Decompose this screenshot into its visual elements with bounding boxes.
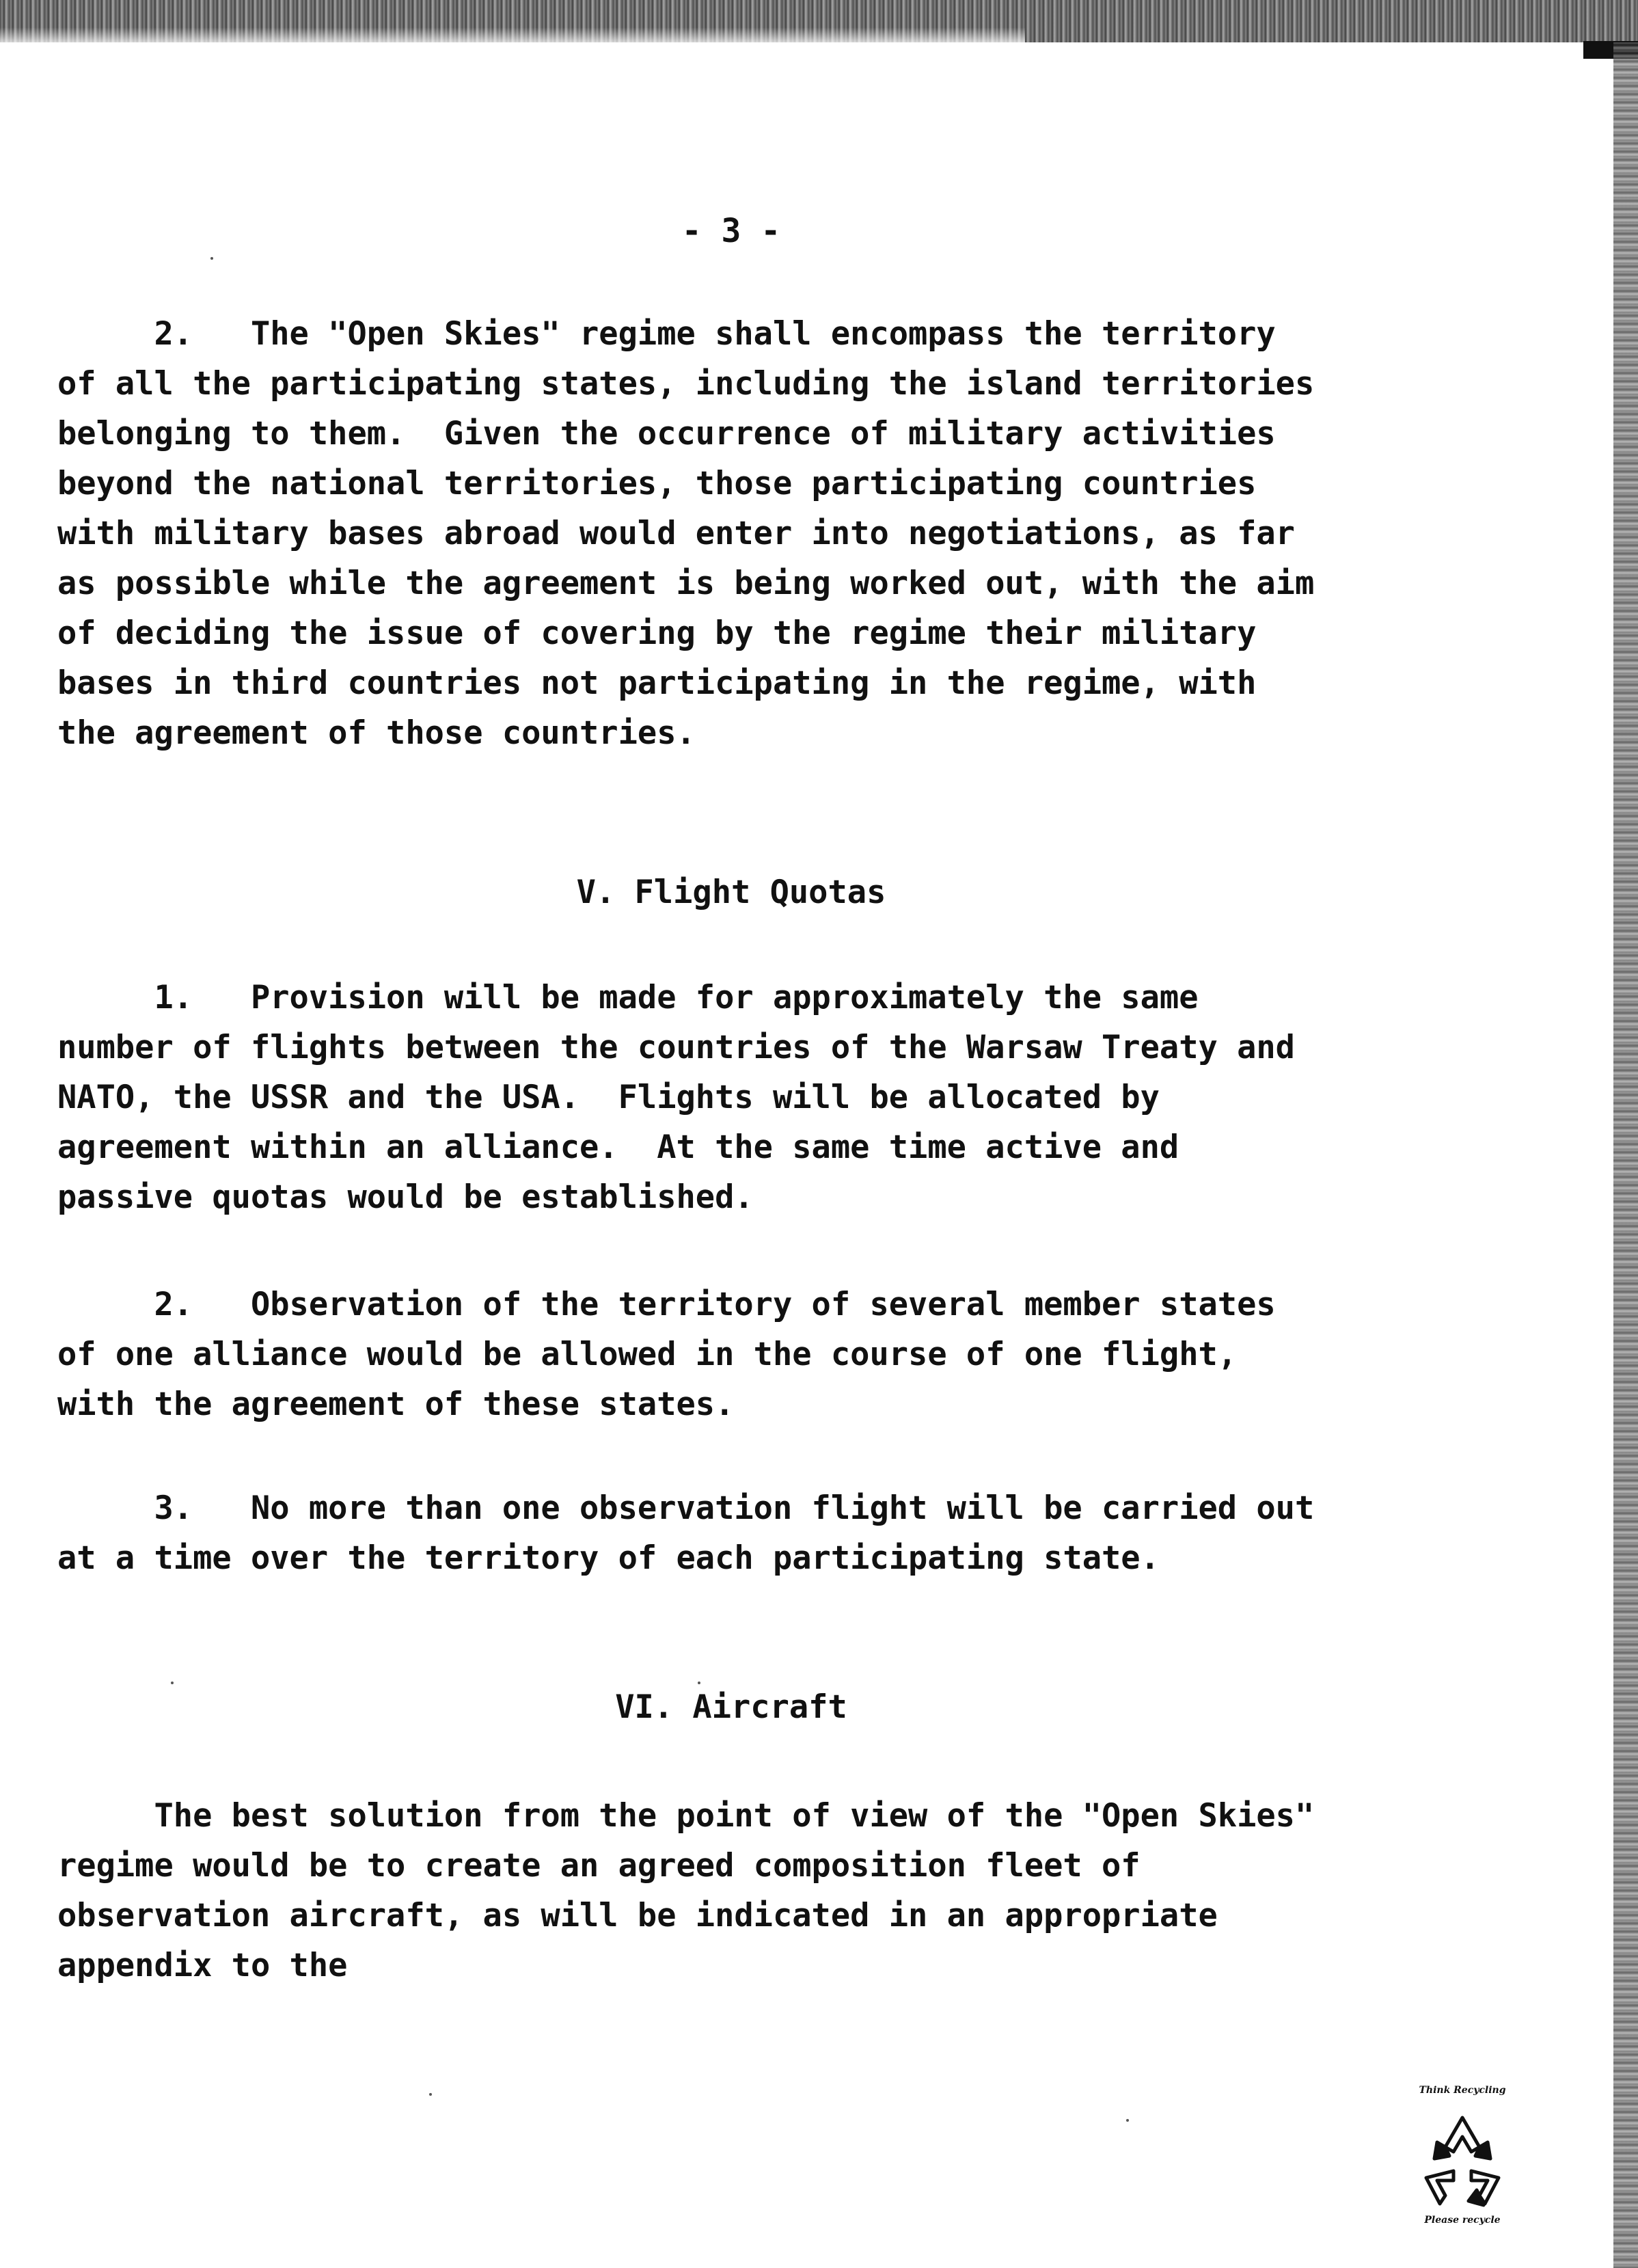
paragraph-flight-quotas-3: 3. No more than one observation flight will be carried out at a time over the territory of each participating state. (57, 1489, 1315, 1577)
section-heading-aircraft: VI. Aircraft (615, 1688, 847, 1726)
scan-speck (698, 1682, 700, 1684)
recycle-logo-bottom-text: Please recycle (1424, 2215, 1501, 2226)
page-number: - 3 - (681, 212, 781, 250)
scan-speck (1126, 2119, 1129, 2122)
recycle-logo (1394, 2085, 1531, 2242)
scan-speck (171, 1682, 174, 1684)
paragraph-flight-quotas-1: 1. Provision will be made for approximately the same number of flights between the countries of the Warsaw Treaty and NATO, the USSR and the USA. Flights will be allocated by agreement within an alliance. At the same time active and passive quotas would be established. (57, 979, 1295, 1216)
recycle-logo-top-text: Think Recycling (1419, 2085, 1506, 2096)
paragraph-2-territory: 2. The "Open Skies" regime shall encompass the territory of all the participating states, including the island territories belonging to them. Given the occurrence of military activities beyond the national territories, those participating countries with military bases abroad would enter into negotiations, as far as possible while the agreement is being worked out, with the aim of deciding the issue of covering by the regime their military bases in third countries not participating in the regime, with the agreement of those countries. (57, 315, 1315, 752)
recycle-icon (1411, 2109, 1514, 2212)
paragraph-aircraft: The best solution from the point of view of the "Open Skies" regime would be to create an agreed composition fleet of observation aircraft, as will be indicated in an appropriate appendix to the (57, 1797, 1315, 1984)
scan-artifact-right (1613, 42, 1638, 2268)
scan-speck (210, 257, 213, 260)
section-heading-flight-quotas: V. Flight Quotas (576, 874, 886, 911)
scan-speck (429, 2093, 432, 2096)
paragraph-flight-quotas-2: 2. Observation of the territory of several member states of one alliance would be allowed in the course of one flight, with the agreement of these states. (57, 1286, 1276, 1423)
